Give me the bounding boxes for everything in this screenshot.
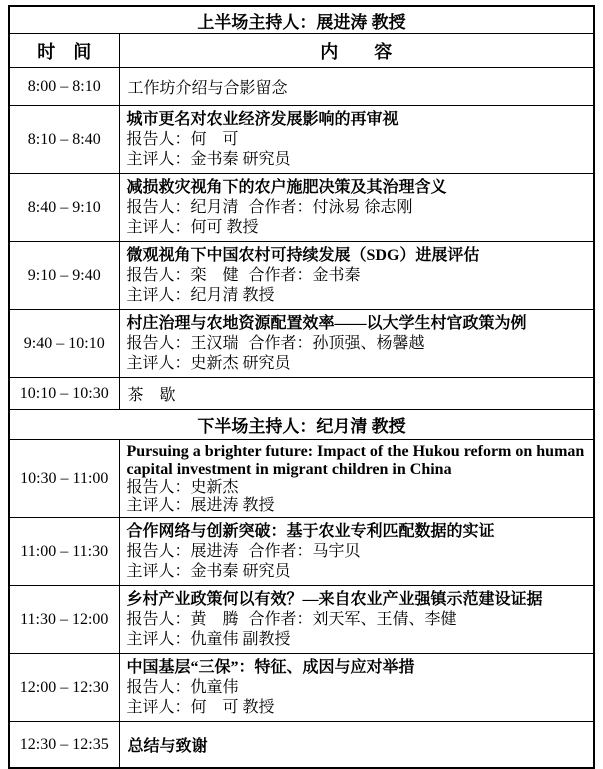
reporter-name: 报告人：黄 腾 (126, 610, 239, 628)
content-cell: 茶 歇 (119, 378, 594, 410)
time-cell: 12:30 – 12:35 (9, 722, 119, 769)
content-cell (119, 654, 594, 722)
time-cell: 10:10 – 10:30 (9, 378, 119, 410)
schedule-table (8, 5, 595, 769)
content-cell (119, 242, 594, 310)
time-column-header: 时 间 (9, 34, 119, 68)
session-row (9, 440, 594, 518)
session-title: 中国基层“三保”：特征、成因与应对举措 (126, 658, 415, 676)
content-cell (119, 586, 594, 654)
reporter-line (127, 198, 588, 218)
part2-host-title: 下半场主持人：纪月清 教授 (9, 410, 594, 440)
content-cell: 工作坊介绍与合影留念 (119, 68, 594, 106)
time-cell: 8:10 – 8:40 (9, 106, 119, 174)
reporter-line (127, 130, 588, 150)
column-header-row (9, 34, 594, 68)
reviewer-line: 主评人：展进涛 教授 (126, 496, 275, 514)
session-row (9, 68, 594, 106)
reporter-line (127, 610, 588, 630)
reviewer-line: 主评人：何可 教授 (126, 218, 259, 236)
reporter-name: 报告人：展进涛 (126, 542, 239, 560)
collaborator-names: 合作者：孙顶强、杨馨越 (248, 334, 425, 352)
time-cell: 12:00 – 12:30 (9, 654, 119, 722)
session-title: Pursuing a brighter future: Impact of the Hukou reform on human capital investment in migrant children in China (126, 442, 585, 478)
content-cell (119, 440, 594, 518)
content-cell (119, 518, 594, 586)
time-cell: 8:40 – 9:10 (9, 174, 119, 242)
content-column-header: 内 容 (119, 34, 594, 68)
reporter-line (127, 542, 588, 562)
part1-header-row (9, 6, 594, 34)
content-cell: 总结与致谢 (119, 722, 594, 769)
closing-row (9, 722, 594, 769)
reporter-line (127, 266, 588, 286)
time-cell: 10:30 – 11:00 (9, 440, 119, 518)
time-cell: 11:30 – 12:00 (9, 586, 119, 654)
reviewer-line: 主评人：金书秦 研究员 (126, 562, 291, 580)
time-cell: 11:00 – 11:30 (9, 518, 119, 586)
reporter-line (127, 334, 588, 354)
session-title: 微观视角下中国农村可持续发展（SDG）进展评估 (126, 246, 480, 264)
part2-header-row (9, 410, 594, 440)
session-row (9, 242, 594, 310)
collaborator-names: 合作者：马宇贝 (248, 542, 361, 560)
session-title: 城市更名对农业经济发展影响的再审视 (126, 110, 399, 128)
time-cell: 9:40 – 10:10 (9, 310, 119, 378)
content-cell (119, 310, 594, 378)
reviewer-line: 主评人：何 可 教授 (126, 698, 275, 716)
reporter-name: 报告人：纪月清 (126, 198, 239, 216)
session-row (9, 174, 594, 242)
tea-break-row (9, 378, 594, 410)
reviewer-line: 主评人：史新杰 研究员 (126, 354, 291, 372)
workshop-schedule-page (0, 5, 603, 755)
collaborator-names: 合作者：付泳易 徐志刚 (248, 198, 413, 216)
reporter-name: 报告人：仇童伟 (126, 678, 239, 696)
reviewer-line: 主评人：纪月清 教授 (126, 286, 275, 304)
part1-host-title: 上半场主持人：展进涛 教授 (9, 6, 594, 34)
session-title: 乡村产业政策何以有效？—来自农业产业强镇示范建设证据 (126, 590, 543, 608)
collaborator-names: 合作者：刘天军、王倩、李健 (248, 610, 457, 628)
collaborator-names: 合作者：金书秦 (248, 266, 361, 284)
content-cell (119, 174, 594, 242)
session-row (9, 654, 594, 722)
reporter-line (127, 678, 588, 698)
session-row (9, 106, 594, 174)
time-cell: 9:10 – 9:40 (9, 242, 119, 310)
session-title: 减损救灾视角下的农户施肥决策及其治理含义 (126, 178, 447, 196)
time-cell: 8:00 – 8:10 (9, 68, 119, 106)
reporter-name: 报告人：栾 健 (126, 266, 239, 284)
reviewer-line: 主评人：金书秦 研究员 (126, 150, 291, 168)
content-cell (119, 106, 594, 174)
reviewer-line: 主评人：仇童伟 副教授 (126, 630, 291, 648)
session-title: 合作网络与创新突破：基于农业专利匹配数据的实证 (126, 522, 495, 540)
reporter-line (127, 479, 588, 497)
session-row (9, 586, 594, 654)
reporter-name: 报告人：王汉瑞 (126, 334, 239, 352)
reporter-name: 报告人：何 可 (126, 130, 239, 148)
session-row (9, 518, 594, 586)
session-row (9, 310, 594, 378)
session-title: 村庄治理与农地资源配置效率——以大学生村官政策为例 (126, 314, 527, 332)
reporter-name: 报告人：史新杰 (126, 478, 239, 496)
